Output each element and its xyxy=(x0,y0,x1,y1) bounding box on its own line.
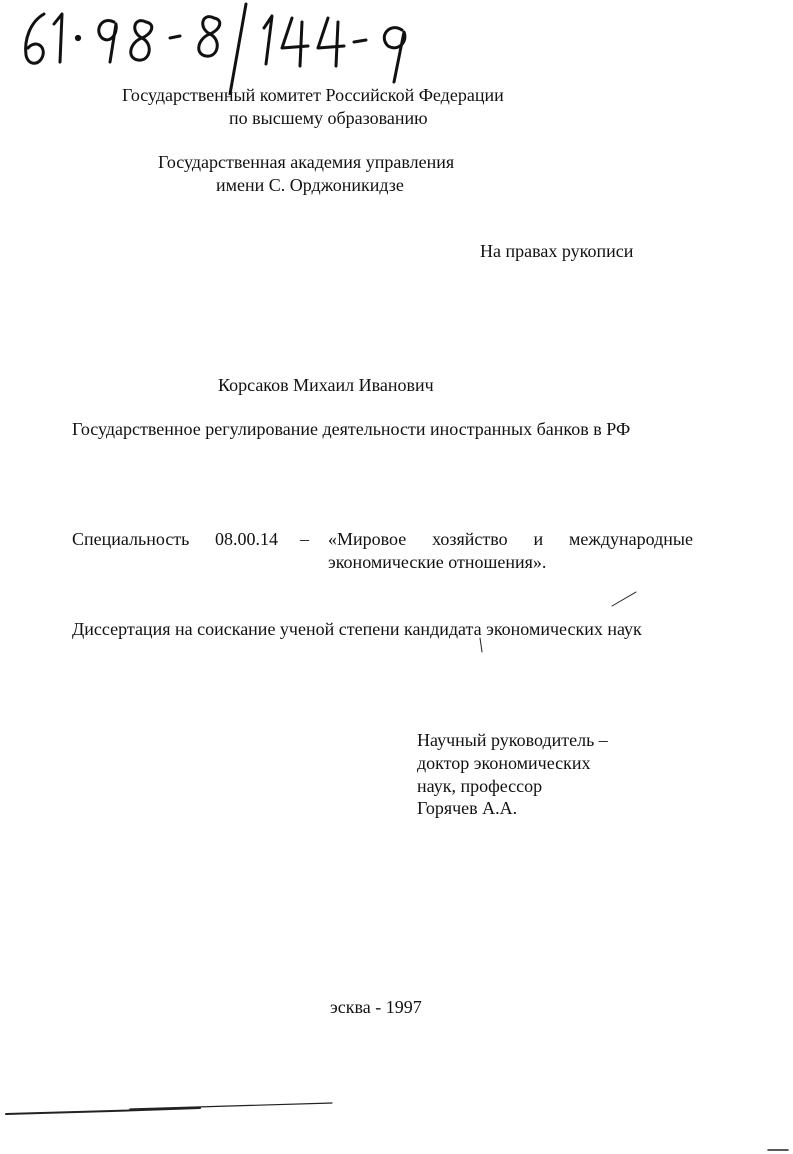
handwritten-archive-number xyxy=(10,0,440,95)
specialty-title-word: и xyxy=(533,529,544,549)
specialty-title-word: «Мировое xyxy=(328,529,407,549)
degree-statement: Диссертация на соискание ученой степени кандидата экономических наук xyxy=(72,619,642,639)
manuscript-note: На правах рукописи xyxy=(480,241,634,261)
advisor-name: Горячев А.А. xyxy=(417,798,518,818)
academy-line-1: Государственная академия управления xyxy=(158,152,455,172)
specialty-title-word: хозяйство xyxy=(432,529,508,549)
advisor-line-3: наук, профессор xyxy=(417,776,543,796)
specialty-title-word: международные xyxy=(569,529,693,549)
dissertation-title: Государственное регулирование деятельности иностранных банков в РФ xyxy=(72,419,631,439)
advisor-line-2: доктор экономических xyxy=(417,753,591,773)
specialty-title-line-1 xyxy=(328,528,693,550)
specialty-code: 08.00.14 xyxy=(215,529,278,549)
city-year: эсква - 1997 xyxy=(330,997,422,1017)
author-name: Корсаков Михаил Иванович xyxy=(218,375,434,395)
specialty-title-line-2: экономические отношения». xyxy=(328,552,547,572)
committee-line-1: Государственный комитет Российской Федерации xyxy=(122,85,504,105)
scan-edge-line xyxy=(130,1103,332,1109)
specialty-label: Специальность xyxy=(72,529,190,549)
committee-line-2: по высшему образованию xyxy=(229,108,428,128)
scan-edge-line xyxy=(6,1108,200,1114)
specialty-dash: – xyxy=(300,529,309,549)
pen-stroke-mark xyxy=(612,592,636,606)
advisor-line-1: Научный руководитель – xyxy=(417,730,608,750)
academy-line-2: имени С. Орджоникидзе xyxy=(216,175,404,195)
pen-stroke-mark xyxy=(480,638,482,652)
